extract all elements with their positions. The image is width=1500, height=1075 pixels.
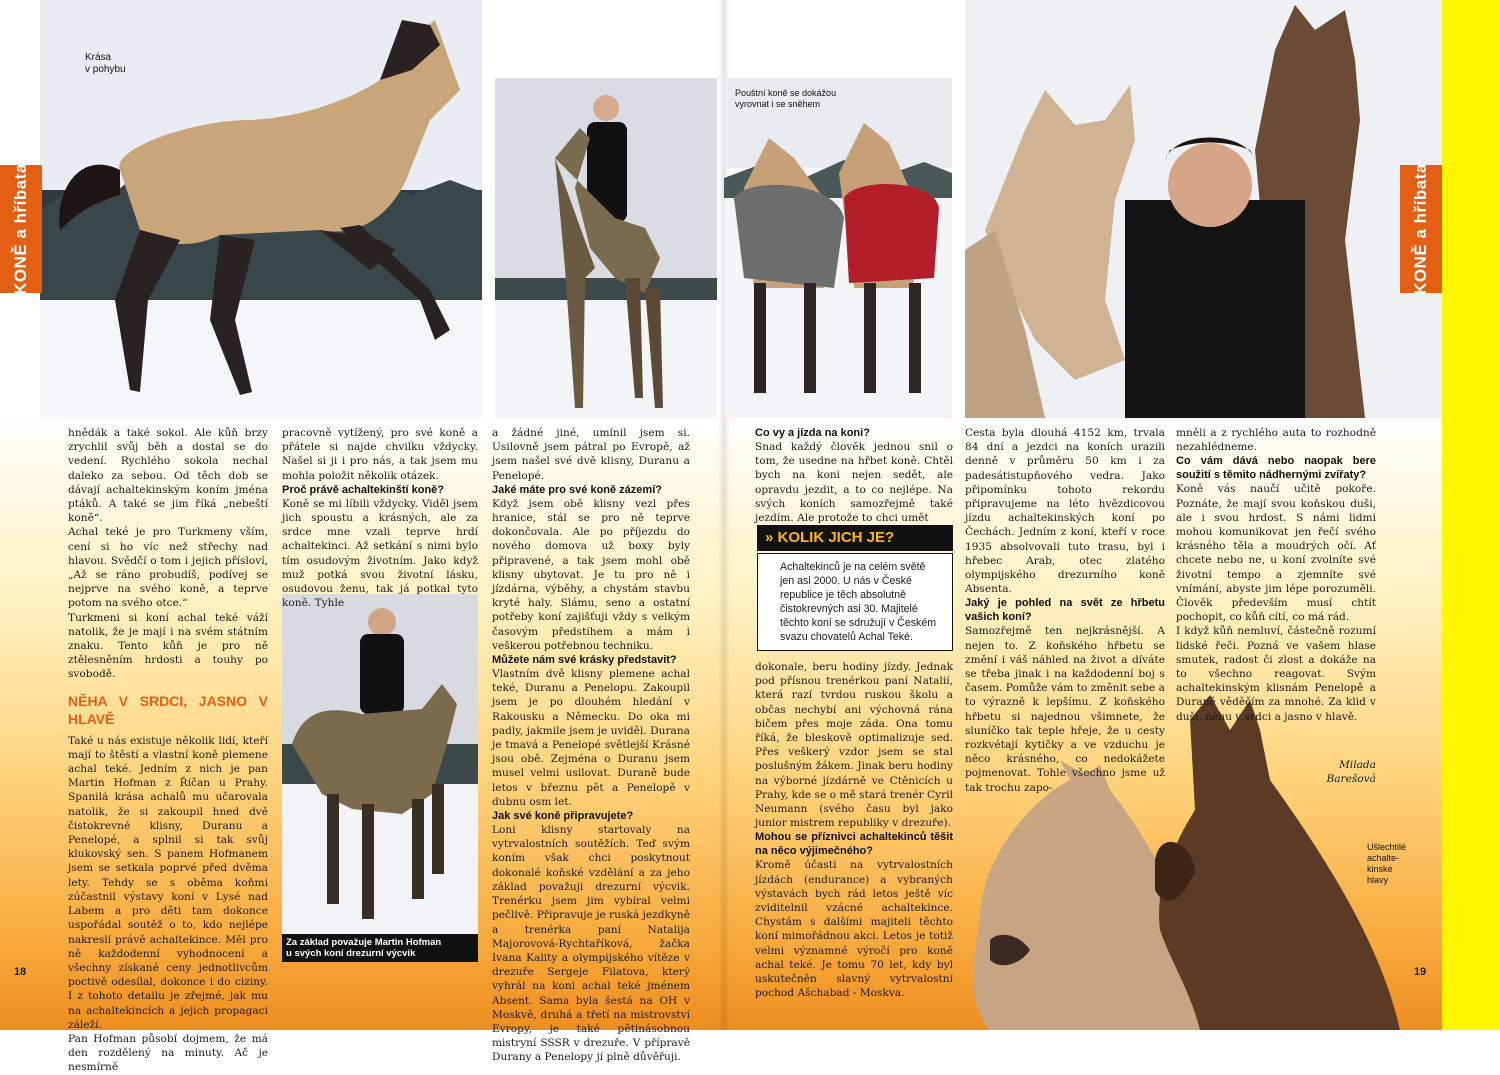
page-number-right: 19 <box>1414 966 1427 978</box>
question: Co vy a jízda na koni? <box>755 427 870 439</box>
caption-heads: Ušlechtilé achalte- kinské hlavy <box>1367 842 1407 885</box>
paragraph: Kromě účasti na vytrvalostních jízdách (endurance) a vybraných výstavách bych rád letos ještě víc zviditelnil vzácné achaltekince. Chystám s dalšími majiteli těchto koní mimořádnou akci. Letos je totiž velmi významné výročí pro koně achal teké. Je tomu 70 let, kdy byl uskutečněn slavný vytrvalostní pochod Ašchabad - Moskva. <box>755 859 953 1000</box>
right-edge-strip <box>1442 0 1500 1030</box>
paragraph: Turkmeni si koní achal teké váží natolik, že je mají i na svém státním znaku. Tento kůň je pro ně ztělesněním hrdosti a touhy po svobodě. <box>68 611 268 681</box>
box-text: Achaltekinců je na celém světě jen asi 2000. U nás v České republice je těch absolutně čistokrevných asi 30. Majitelé těchto koní se sdružují v Českém svazu chovatelů Achal Teké. <box>757 553 953 651</box>
text-column-2 <box>282 426 478 610</box>
question: Mohou se příznivci achaltekinců těšit na něco výjimečného? <box>755 831 953 858</box>
paragraph: hnědák a také sokol. Ale kůň brzy zrychlil svůj běh a dostal se do vedení. Rychlého sokola nechal daleko za sebou. Od těch dob se dávají achaltekinským koním jména ptáků. A také se jim říká „nebeští koně“. <box>68 427 268 525</box>
question: Proč právě achaltekinští koně? <box>282 483 445 496</box>
caption-beauty: Krása v pohybu <box>85 52 126 75</box>
paragraph: Cesta byla dlouhá 4152 km, trvala 84 dní a jezdci na koních urazili denně v průměru 50 km i za padesátistupňového vedra. Jako připomínku tohoto rekordu připravujeme na léto hvězdicovou jízdu achaltekinských koní po Čechách. Jedním z koní, kteří v roce 1935 absolvovali tuto trasu, byl i hřebec Arab, otec zlatého olympijského drezurního koně Absenta. <box>965 427 1165 596</box>
question: Jaké máte pro své koně zázemí? <box>492 483 662 496</box>
paragraph: Když jsem obě klisny vezl přes hranice, stál se pro ně teprve dokončovala. Ale po příjezdu do nového domova už boxy byly připravené, a tak jsem mohl obě klisny ubytovat. Je tu pro ně i jízdárna, výběhy, a chystám stavbu kryté haly. Slámu, seno a ostatní potřeby koní zajišťuji vždy s velkým časovým předstihem a mám i veškerou potřebnou techniku. <box>492 497 690 652</box>
text-column-6 <box>1176 426 1376 756</box>
text-column-1 <box>68 426 268 1074</box>
text-column-3 <box>492 426 690 1064</box>
section-tab-left <box>0 165 42 293</box>
paragraph: dokonale, beru hodiny jízdy. Jednak pod přísnou trenérkou paní Natalií, která razí tvrdou ruskou školu a občas nechybí ani výchovná rána bičem přes moje záda. Ona tomu říká, že bleskově optimalizuje sed. Přes veškerý vzdor jsem se stal poslušným žákem. Jinak beru hodiny na výborné jízdárně ve Ctěnicích u Prahy, kde se o mě stará trenér Cyril Neumann (svého času byl jako junior mistrem republiky v drezuře). <box>755 661 953 830</box>
paragraph: a žádné jiné, umínil jsem si. Usilovně jsem pátral po Evropě, až jsem našel své dvě klisny, Duranu a Penelopé. <box>492 427 690 482</box>
paragraph: Loni klisny startovaly na vytrvalostních soutěžích. Teď svým koním však chci poskytnout dokonalé koňské vzdělání a za jeho základ považuji drezurní výcvik. Trenérku jsem jim vybíral velmi pečlivě. Připravuje je ruská jezdkyně a trenérka paní Natalija Majorovová-Rychtaříková, žačka Ivana Kality a olympijského vítěze v drezuře Sergeje Filatova, který vyhrál na koni achal teké jménem Absent. Sama byla šestá na OH v Moskvě, druhá a třetí na mistrovství Evropy, je také pětinásobnou mistryní SSSR v drezuře. V přípravě Durany a Penelopy jí plně důvěřuji. <box>492 824 690 1064</box>
paragraph: Snad každý člověk jednou snil o tom, že usedne na hřbet koně. Chtěl bych na koni nejen sedět, ale opravdu jezdit, a to co nejlépe. Na svých koních samozřejmě také jezdím. Ale protože to chci umět <box>755 441 953 525</box>
paragraph: Koně se mi líbili vždycky. Viděl jsem jich spoustu a krásných, ale za srdce mne vzali teprve hrdí achaltekinci. Až setkání s nimi bylo tím osudovým životním. Jako když muž potká svou životní lásku, osudovou ženu, tak já potkal tyto koně. Tyhle <box>282 497 478 610</box>
paragraph: Pan Hofman působí dojmem, že má den rozdělený na minuty. Ač je nesmírně <box>68 1032 268 1074</box>
question: Co vám dává nebo naopak bere soužití s těmito nádhernými zvířaty? <box>1176 455 1376 482</box>
paragraph: Vlastním dvě klisny plemene achal teké, Duranu a Penelopu. Zakoupil jsem je po dlouhém hledání v Rakousku a Německu. Do oka mi padly, jakmile jsem je uviděl. Durana je tmavá a Penelopé světlejší Krásné jsou obě. Zejména o Duranu jsem musel velmi usilovat. Duraně bude letos v březnu pět a Penelopě v dubnu osm let. <box>492 668 690 808</box>
paragraph: Koně vás naučí učitě pokoře. Poznáte, že mají svou koňskou duši, ale i svou hrdost. S námi lidmi mohou komunikovat jen řečí svého krásného těla a moudrých očí. Ať chcete nebo ne, u koní zvolníte své životní tempo a zjemníte své vnímání, abyste jim lépe porozuměli. Člověk především musí chtít pochopit, co kůň cítí, co má rád. <box>1176 483 1376 624</box>
author-signature: Milada Barešová <box>1326 759 1376 786</box>
section-tab-left-label: KONĚ a hříbata <box>11 163 31 295</box>
caption-dressage: Za základ považuje Martin Hofman u svých koní drezurní výcvik <box>282 934 478 962</box>
box-heading: » KOLIK JICH JE? <box>757 525 953 551</box>
paragraph: I když kůň nemluví, částečně rozumí lidské řeči. Pozná ve vašem hlase smutek, radost či zlost a dokáže na to všechno reagovat. Svým achaltekinským klisnám Penelopě a Duraně věděčím za mnohé. Za klid v duši, něhu v srdci a jasno v hlavě. <box>1176 625 1376 723</box>
text-column-5 <box>965 426 1165 794</box>
question: Můžete nám své krásky představit? <box>492 654 677 667</box>
section-tab-right-label: KONĚ a hříbata <box>1411 163 1431 295</box>
question: Jak své koně připravujete? <box>492 810 634 823</box>
paragraph: mněli a z rychlého auta to rozhodně nezahlédneme. <box>1176 427 1376 454</box>
photo-rider-horse <box>495 78 717 418</box>
paragraph: Také u nás existuje několik lidí, kteří mají to štěstí a vlastní koně plemene achal teké. Jedním z nich je pan Martin Hofman z Říčan u Prahy. Spanilá krása achalů mu učarovala natolik, že si zakoupil hned dvě čistokrevné klisny, Duranu a Penelopé, a splnil si tak svůj klukovský sen. S panem Hofmanem jsem se setkala poprvé před dvěma lety. Tehdy se s oběma koňmi zúčastnil výstavy koní v Lysé nad Labem a pro děti tam dokonce uspořádal soutěž o to, kdo nejlépe nakreslí právě achaltekince. Měl pro ně každodenní vyhodnocení a všechny získané ceny jednotlivcům poctivě odesílal, dokonce i do ciziny. I z tohoto detailu je zřejmé, jak mu na achaltekincích a jejich propagaci záleží. <box>68 734 268 1031</box>
caption-desert: Pouštní koně se dokážou vyrovnat i se sněhem <box>735 88 837 109</box>
photo-two-horses-blankets <box>724 78 952 418</box>
photo-man-two-horses <box>965 0 1442 418</box>
paragraph: Achal teké je pro Turkmeny vším, cení si ho víc než střechy nad hlavou. Svědčí o tom i jejich přísloví, „Až se ráno probudíš, podívej se nejprve na svého koně, a teprve potom na svého otce.“ <box>68 526 268 610</box>
question: Jaký je pohled na svět ze hřbetu vašich koní? <box>965 597 1165 624</box>
subheading: NĚHA V SRDCI, JASNO V HLAVĚ <box>68 692 268 727</box>
paragraph: pracovně vytížený, pro své koně a přátele si najde chvilku vždycky. Našel si ji i pro nás, a tak jsem mu mohla položit několik otázek. <box>282 427 478 482</box>
photo-dressage <box>282 594 478 934</box>
page-number-left: 18 <box>14 966 27 978</box>
paragraph: Samozřejmě ten nejkrásnější. A nejen to. Z koňského hřbetu se změní i váš náhled na život a díváte se třeba jinak i na každodenní boj s časem. Pomůže vám to změnit sebe a to výrazně k lepšímu. Z koňského hřbetu si najednou všimnete, že sluníčko tak teple hřeje, že u cesty rozkvétají kytičky a ve vzduchu je něco krásného, co nedokážete pojmenovat. Tohle všechno jsme už tak trochu zapo- <box>965 625 1165 794</box>
text-column-4-top <box>755 426 953 525</box>
text-column-4-bottom <box>755 660 953 1000</box>
section-tab-right <box>1400 165 1442 293</box>
